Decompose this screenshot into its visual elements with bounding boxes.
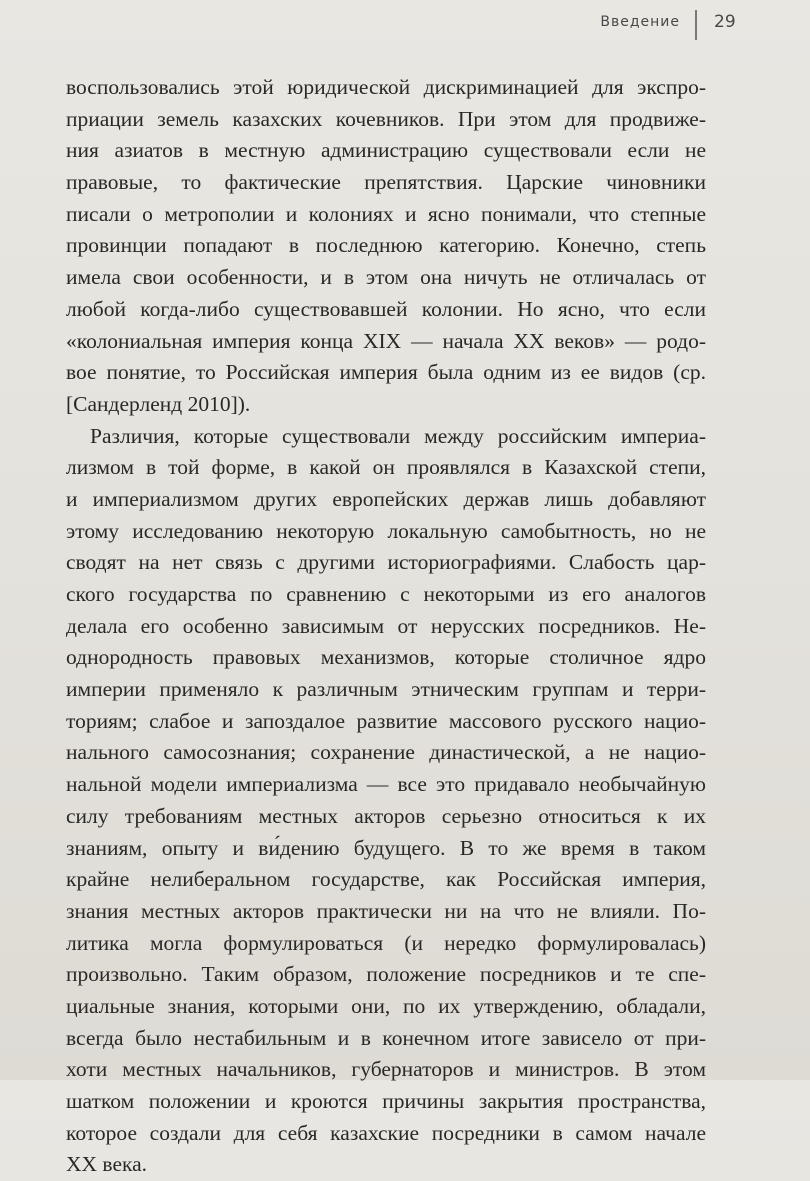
- text-line: силу требованиям местных акторов серьезно относиться к их: [66, 803, 706, 828]
- text-line: «колониальная империя конца XIX — начала XX веков» — родо-: [66, 328, 706, 353]
- text-line: крайне нелиберальном государстве, как Российская империя,: [66, 867, 706, 892]
- section-title: Введение: [600, 14, 680, 30]
- text-line: которое создали для себя казахские посредники в самом начале: [66, 1120, 706, 1145]
- text-line: ния азиатов в местную администрацию существовали если не: [66, 138, 706, 163]
- text-line: хоти местных начальников, губернаторов и министров. В этом: [66, 1057, 706, 1082]
- text-line: знаниям, опыту и ви́дению будущего. В то же время в таком: [66, 835, 706, 860]
- text-line: XX века.: [66, 1152, 148, 1177]
- text-line: ториям; слабое и запоздалое развитие массового русского нацио-: [66, 708, 706, 733]
- text-line: Различия, которые существовали между российским империа-: [90, 423, 706, 448]
- running-header: [0, 10, 810, 40]
- text-line: литика могла формулироваться (и нередко формулировалась): [66, 930, 706, 955]
- text-line: этому исследованию некоторую локальную самобытность, но не: [66, 518, 706, 543]
- text-line: любой когда-либо существовавшей колонии. Но ясно, что если: [66, 296, 706, 321]
- text-line: делала его особенно зависимым от нерусских посредников. Не-: [66, 613, 706, 638]
- text-line: циальные знания, которыми они, по их утверждению, обладали,: [66, 993, 706, 1018]
- text-line: шатком положении и кроются причины закрытия пространства,: [66, 1089, 706, 1113]
- text-line: вое понятие, то Российская империя была одним из ее видов (ср.: [66, 360, 706, 385]
- text-line: знания местных акторов практически ни на что не влияли. По-: [66, 898, 706, 923]
- text-line: [Сандерленд 2010]).: [66, 391, 251, 416]
- text-line: произвольно. Таким образом, положение посредников и те спе-: [66, 962, 706, 987]
- text-line: писали о метрополии и колониях и ясно понимали, что степные: [66, 201, 706, 226]
- page-number: 29: [714, 12, 736, 32]
- text-line: нального самосознания; сохранение династической, а не нацио-: [66, 740, 706, 765]
- text-line: имела свои особенности, и в этом она ничуть не отличалась от: [66, 265, 706, 290]
- text-line: лизмом в той форме, в какой он проявлялся в Казахской степи,: [66, 455, 706, 480]
- body-text: [66, 72, 706, 1181]
- text-line: всегда было нестабильным и в конечном итоге зависело от при-: [66, 1025, 706, 1050]
- text-line: империи применяло к различным этническим группам и терри-: [66, 677, 706, 702]
- text-line: приации земель казахских кочевников. При этом для продвиже-: [66, 106, 706, 131]
- text-line: правовые, то фактические препятствия. Царские чиновники: [66, 170, 706, 195]
- text-line: нальной модели империализма — все это придавало необычайную: [66, 772, 706, 797]
- text-line: сводят на нет связь с другими историографиями. Слабость цар-: [66, 550, 706, 575]
- text-line: и империализмом других европейских держав лишь добавляют: [66, 486, 706, 511]
- paragraph: [66, 72, 706, 421]
- text-line: однородность правовых механизмов, которые столичное ядро: [66, 645, 706, 670]
- text-line: провинции попадают в последнюю категорию. Конечно, степь: [66, 233, 706, 258]
- header-divider: [695, 10, 697, 40]
- text-line: воспользовались этой юридической дискриминацией для экспро-: [66, 75, 706, 99]
- paragraph: [66, 421, 706, 1181]
- text-line: ского государства по сравнению с некоторыми из его аналогов: [66, 582, 706, 606]
